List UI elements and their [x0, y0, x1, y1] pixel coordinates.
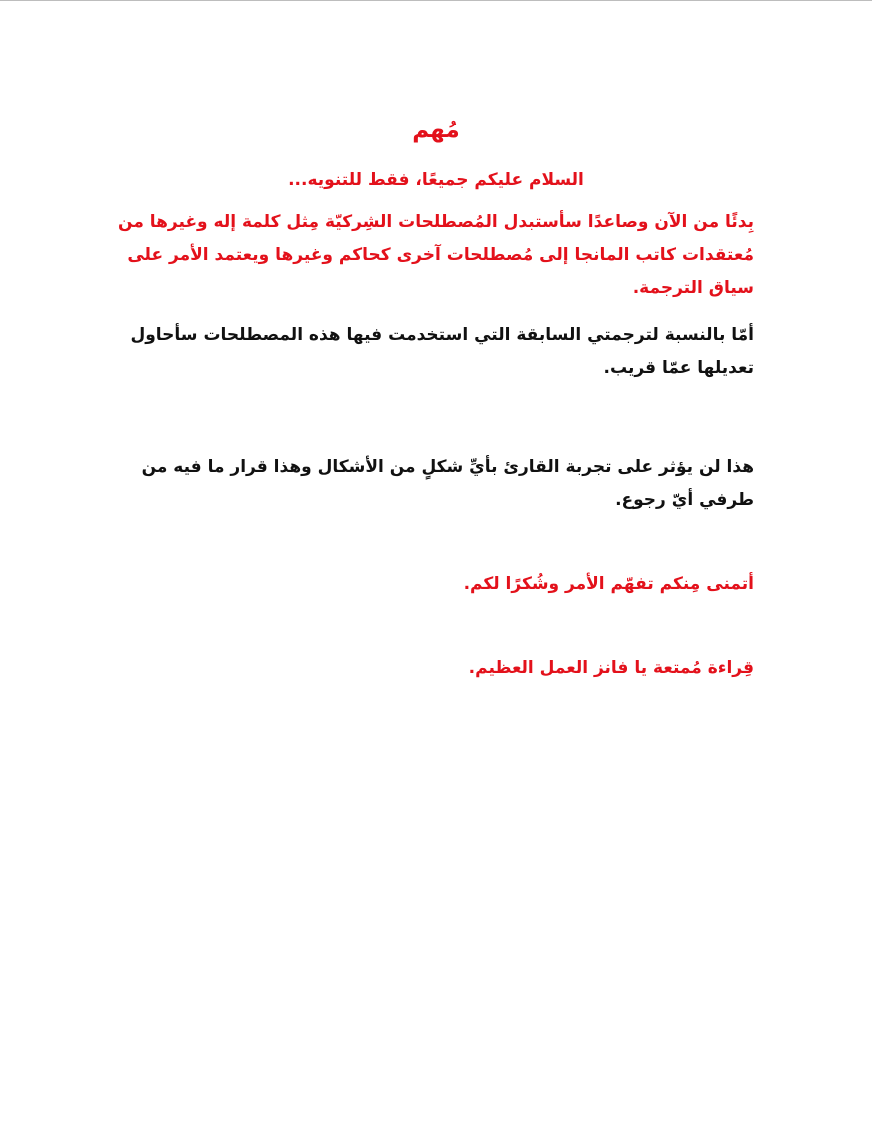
greeting-line: السلام عليكم جميعًا، فقط للتنويه... [288, 170, 584, 190]
reader-experience-paragraph: هذا لن يؤثر على تجربة القارئ بأيِّ شكلٍ من الأشكال وهذا قرار ما فيه من طرفي أيّ رجوع. [141, 457, 754, 510]
terminology-change-paragraph: بِدئًا من الآن وصاعدًا سأستبدل المُصطلحات الشِركيّة مِثل كلمة إله وغيرها من مُعتقدات كاتب المانجا إلى مُصطلحات آخرى كحاكم وغيرها ويعتمد الأمر على سياق الترجمة. [118, 212, 754, 298]
document-page [118, 112, 754, 685]
understanding-thanks-paragraph: أتمنى مِنكم تفهّم الأمر وشُكرًا لكم. [463, 574, 754, 594]
top-border-line [0, 0, 872, 1]
notice-title: مُهم [412, 117, 460, 143]
enjoy-reading-paragraph: قِراءة مُمتعة يا فانز العمل العظيم. [468, 658, 754, 678]
previous-translations-paragraph: أمّا بالنسبة لترجمتي السابقة التي استخدمت فيها هذه المصطلحات سأحاول تعديلها عمّا قريب. [130, 325, 754, 378]
